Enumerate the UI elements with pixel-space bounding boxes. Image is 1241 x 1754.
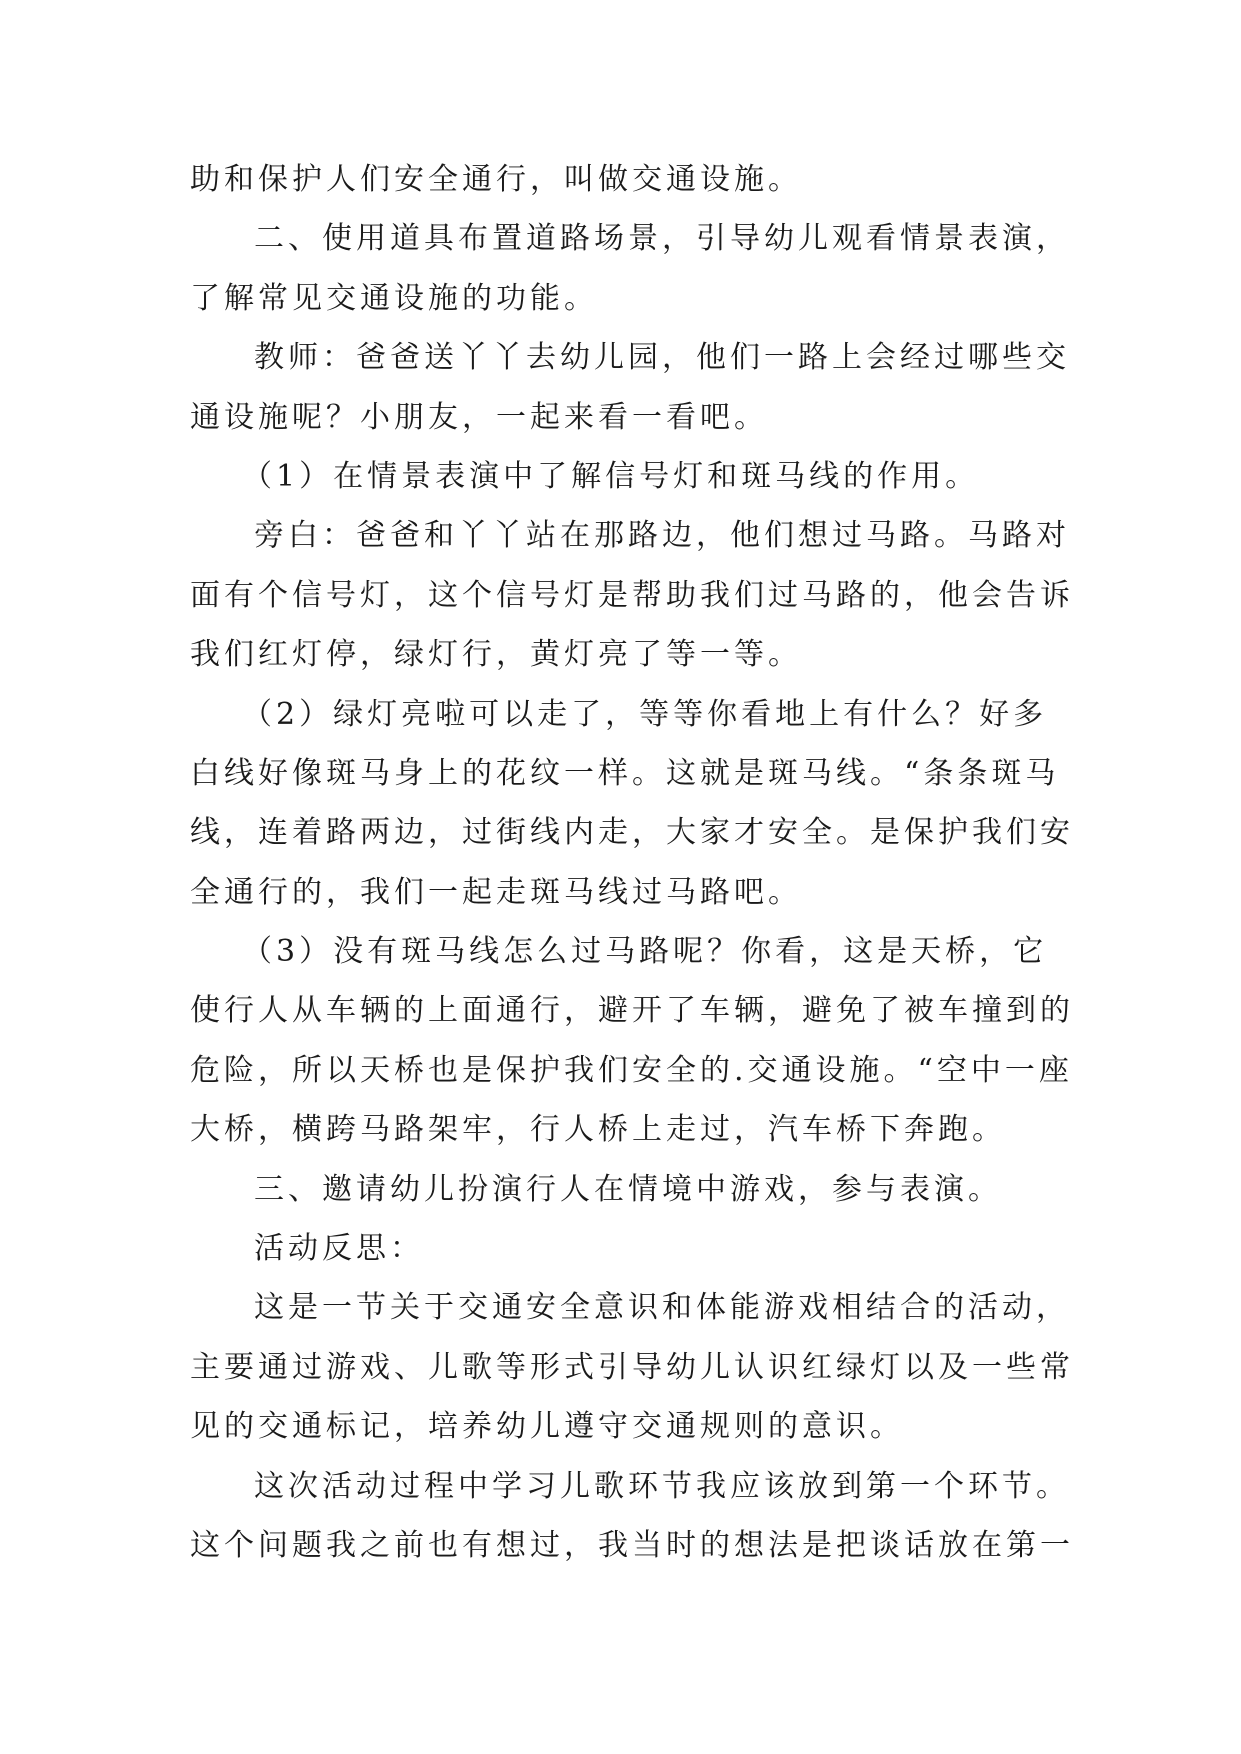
text-line: 二、使用道具布置道路场景，引导幼儿观看情景表演， (254, 221, 1070, 257)
text-line: 通设施呢？小朋友，一起来看一看吧。 (190, 399, 768, 435)
text-line: 使行人从车辆的上面通行，避开了车辆，避免了被车撞到的 (190, 993, 1074, 1029)
text-line: 主要通过游戏、儿歌等形式引导幼儿认识红绿灯以及一些常 (190, 1349, 1074, 1385)
text-line: 这个问题我之前也有想过，我当时的想法是把谈话放在第一 (190, 1527, 1074, 1563)
text-line: 全通行的，我们一起走斑马线过马路吧。 (190, 874, 802, 910)
text-line: 了解常见交通设施的功能。 (190, 280, 598, 316)
text-line: 面有个信号灯，这个信号灯是帮助我们过马路的，他会告诉 (190, 577, 1074, 613)
text-line: 见的交通标记，培养幼儿遵守交通规则的意识。 (190, 1409, 904, 1445)
text-line: 大桥，横跨马路架牢，行人桥上走过，汽车桥下奔跑。 (190, 1112, 1006, 1148)
text-line: 教师：爸爸送丫丫去幼儿园，他们一路上会经过哪些交 (254, 340, 1070, 376)
text-line: 白线好像斑马身上的花纹一样。这就是斑马线。“条条斑马 (190, 755, 1060, 791)
text-line: 这是一节关于交通安全意识和体能游戏相结合的活动， (254, 1290, 1070, 1326)
text-line: （2）绿灯亮啦可以走了，等等你看地上有什么？好多 (242, 696, 1048, 732)
text-line: 我们红灯停，绿灯行，黄灯亮了等一等。 (190, 637, 802, 673)
text-line: 活动反思： (254, 1231, 424, 1267)
document-body (190, 150, 1074, 1575)
text-line: 这次活动过程中学习儿歌环节我应该放到第一个环节。 (254, 1468, 1070, 1504)
text-line: 危险，所以天桥也是保护我们安全的.交通设施。“空中一座 (190, 1052, 1073, 1088)
text-line: （1）在情景表演中了解信号灯和斑马线的作用。 (242, 458, 980, 494)
text-line: （3）没有斑马线怎么过马路呢？你看，这是天桥，它 (242, 934, 1048, 970)
text-line: 线，连着路两边，过街线内走，大家才安全。是保护我们安 (190, 815, 1074, 851)
text-line: 助和保护人们安全通行，叫做交通设施。 (190, 162, 802, 197)
text-line: 三、邀请幼儿扮演行人在情境中游戏，参与表演。 (254, 1171, 1002, 1207)
text-line: 旁白：爸爸和丫丫站在那路边，他们想过马路。马路对 (254, 518, 1070, 554)
